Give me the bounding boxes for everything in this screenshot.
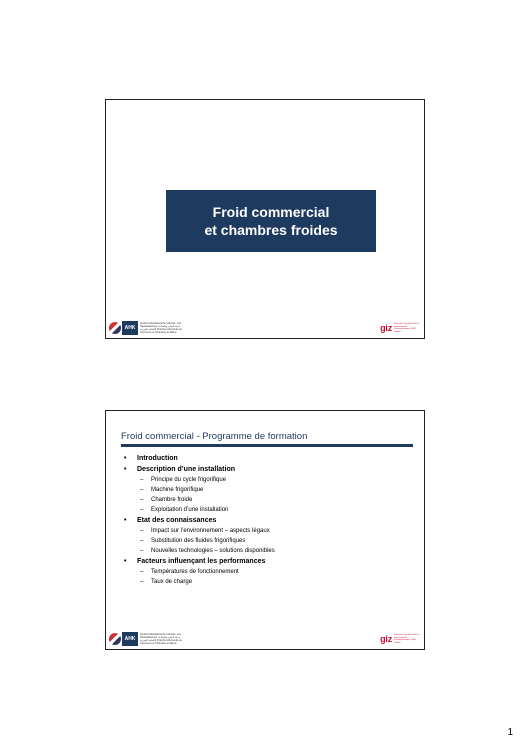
- sub-bullet-item: – Températures de fonctionnement: [121, 567, 411, 577]
- slide-2-title: Froid commercial - Programme de formation: [121, 431, 308, 442]
- sub-bullet-item: – Chambre froide: [121, 495, 411, 505]
- bullet-list: [121, 453, 411, 587]
- bullet-item: • Facteurs influençant les performances: [121, 556, 411, 567]
- slide-1-title-line-2: et chambres froides: [204, 222, 338, 238]
- page-number: 1: [507, 727, 513, 738]
- giz-text: Deutsche Gesellschaft für Internationale Zusammenarbeit (GIZ) GmbH: [394, 633, 420, 645]
- bullet-item: • Introduction: [121, 453, 411, 464]
- sub-bullet-item: – Principe du cycle frigorifique: [121, 475, 411, 485]
- flag-icon: [109, 633, 121, 645]
- giz-footer: [380, 323, 420, 334]
- ahk-logo: AHK: [122, 321, 138, 335]
- giz-logo: giz: [380, 634, 392, 645]
- ahk-footer: [109, 321, 184, 335]
- sub-bullet-item: – Machine frigorifique: [121, 485, 411, 495]
- ahk-text: Deutsch-Marokkanische Industrie- und Handelskammer غرفة التجارة والصناعة الألمانية المغربية Chambre Allemande de Commerce et d'Industrie au Maroc: [140, 322, 182, 334]
- slide-1-title-box: [166, 190, 376, 252]
- giz-footer: [380, 634, 420, 645]
- giz-logo: giz: [380, 323, 392, 334]
- ahk-logo: AHK: [122, 632, 138, 646]
- sub-bullet-item: – Exploitation d’une installation: [121, 505, 411, 515]
- slide-1: [105, 99, 425, 339]
- bullet-item: • Description d’une installation: [121, 464, 411, 475]
- slide-2: [105, 410, 425, 650]
- slide-1-title-line-1: Froid commercial: [212, 204, 330, 220]
- sub-bullet-item: – Nouvelles technologies – solutions disponibles: [121, 546, 411, 556]
- sub-bullet-item: – Taux de charge: [121, 577, 411, 587]
- title-rule: [121, 444, 413, 447]
- flag-icon: [109, 322, 121, 334]
- bullet-item: • Etat des connaissances: [121, 515, 411, 526]
- giz-text: Deutsche Gesellschaft für Internationale Zusammenarbeit (GIZ) GmbH: [394, 322, 420, 334]
- sub-bullet-item: – Substitution des fluides frigorifiques: [121, 536, 411, 546]
- sub-bullet-item: – Impact sur l’environnement – aspects légaux: [121, 526, 411, 536]
- ahk-footer: [109, 632, 184, 646]
- ahk-text: Deutsch-Marokkanische Industrie- und Handelskammer غرفة التجارة والصناعة الألمانية المغربية Chambre Allemande de Commerce et d'Industrie au Maroc: [140, 633, 182, 645]
